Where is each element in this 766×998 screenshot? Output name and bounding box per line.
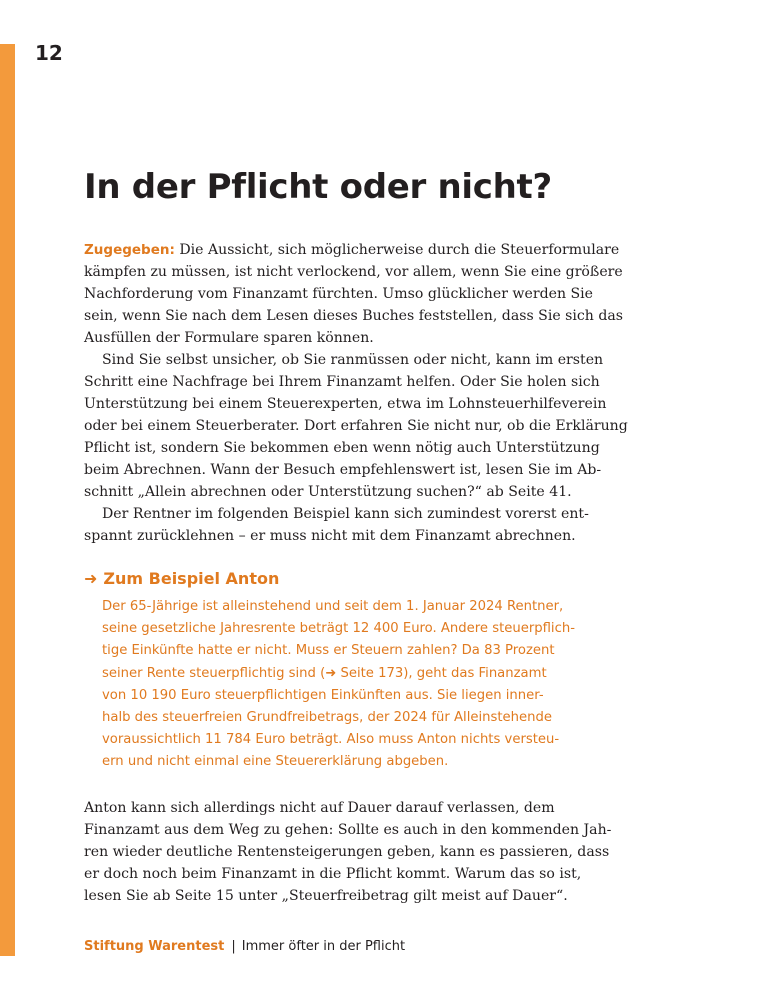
page-number: 12 [35, 41, 63, 65]
example-title-text: Zum Beispiel Anton [103, 569, 280, 588]
outro-line: er doch noch beim Finanzamt in die Pflicht kommt. Warum das so ist, [84, 866, 582, 882]
intro-lead: Zugegeben: [84, 242, 175, 258]
intro-line: Der Rentner im folgenden Beispiel kann sich zumindest vorerst ent- [102, 506, 589, 522]
intro-line: Unterstützung bei einem Steuerexperten, etwa im Lohnsteuerhilfeverein [84, 396, 607, 412]
footer-chapter-title: Immer öfter in der Pflicht [241, 939, 406, 954]
example-line: Der 65-Jährige ist alleinstehend und seit dem 1. Januar 2024 Rentner, [102, 599, 564, 614]
intro-line: sein, wenn Sie nach dem Lesen dieses Buches feststellen, dass Sie sich das [84, 308, 624, 324]
intro-line: schnitt „Allein abrechnen oder Unterstützung suchen?“ ab Seite 41. [84, 484, 572, 500]
example-box-text [102, 596, 592, 774]
page-heading: In der Pflicht oder nicht? [84, 167, 552, 207]
footer-separator: | [231, 939, 236, 954]
outro-line: lesen Sie ab Seite 15 unter „Steuerfreibetrag gilt meist auf Dauer“. [84, 888, 568, 904]
intro-line: Nachforderung vom Finanzamt fürchten. Umso glücklicher werden Sie [84, 286, 593, 302]
example-title [84, 569, 279, 588]
intro-line: Zugegeben: Die Aussicht, sich möglicherweise durch die Steuerformulare [84, 242, 620, 258]
intro-line: Pflicht ist, sondern Sie bekommen eben wenn nötig auch Unterstützung [84, 440, 600, 456]
example-line: tige Einkünfte hatte er nicht. Muss er Steuern zahlen? Da 83 Prozent [102, 643, 555, 659]
intro-line: Sind Sie selbst unsicher, ob Sie ranmüssen oder nicht, kann im ersten [102, 352, 604, 368]
outro-line: Anton kann sich allerdings nicht auf Dauer darauf verlassen, dem [84, 800, 555, 816]
intro-paragraphs [84, 239, 628, 547]
example-line: von 10 190 Euro steuerpflichtigen Einkünften aus. Sie liegen inner- [102, 687, 544, 703]
intro-line: Schritt eine Nachfrage bei Ihrem Finanzamt helfen. Oder Sie holen sich [84, 374, 600, 390]
intro-line: kämpfen zu müssen, ist nicht verlockend, vor allem, wenn Sie eine größere [84, 264, 623, 280]
example-line: seiner Rente steuerpflichtig sind (➜ Seite 173), geht das Finanzamt [102, 665, 547, 681]
orange-side-bar [0, 44, 15, 956]
intro-line: beim Abrechnen. Wann der Besuch empfehlenswert ist, lesen Sie im Ab- [84, 462, 602, 478]
example-line: halb des steuerfreien Grundfreibetrags, der 2024 für Alleinstehende [102, 710, 552, 726]
outro-paragraph [84, 797, 612, 907]
example-line: seine gesetzliche Jahresrente beträgt 12 400 Euro. Andere steuerpflich- [102, 621, 575, 637]
intro-line: spannt zurücklehnen – er muss nicht mit dem Finanzamt abrechnen. [84, 528, 576, 544]
example-line: ern und nicht einmal eine Steuererklärung abgeben. [102, 754, 449, 770]
outro-line: Finanzamt aus dem Weg zu gehen: Sollte es auch in den kommenden Jah- [84, 822, 612, 838]
intro-line: Ausfüllen der Formulare sparen können. [84, 330, 374, 346]
intro-line: oder bei einem Steuerberater. Dort erfahren Sie nicht nur, ob die Erklärung [84, 418, 628, 434]
example-line: voraussichtlich 11 784 Euro beträgt. Also muss Anton nichts versteu- [102, 732, 560, 748]
footer-brand: Stiftung Warentest [84, 939, 225, 954]
arrow-right-icon: ➜ [84, 569, 98, 588]
outro-line: ren wieder deutliche Rentensteigerungen geben, kann es passieren, dass [84, 844, 610, 860]
page-footer [84, 939, 405, 954]
